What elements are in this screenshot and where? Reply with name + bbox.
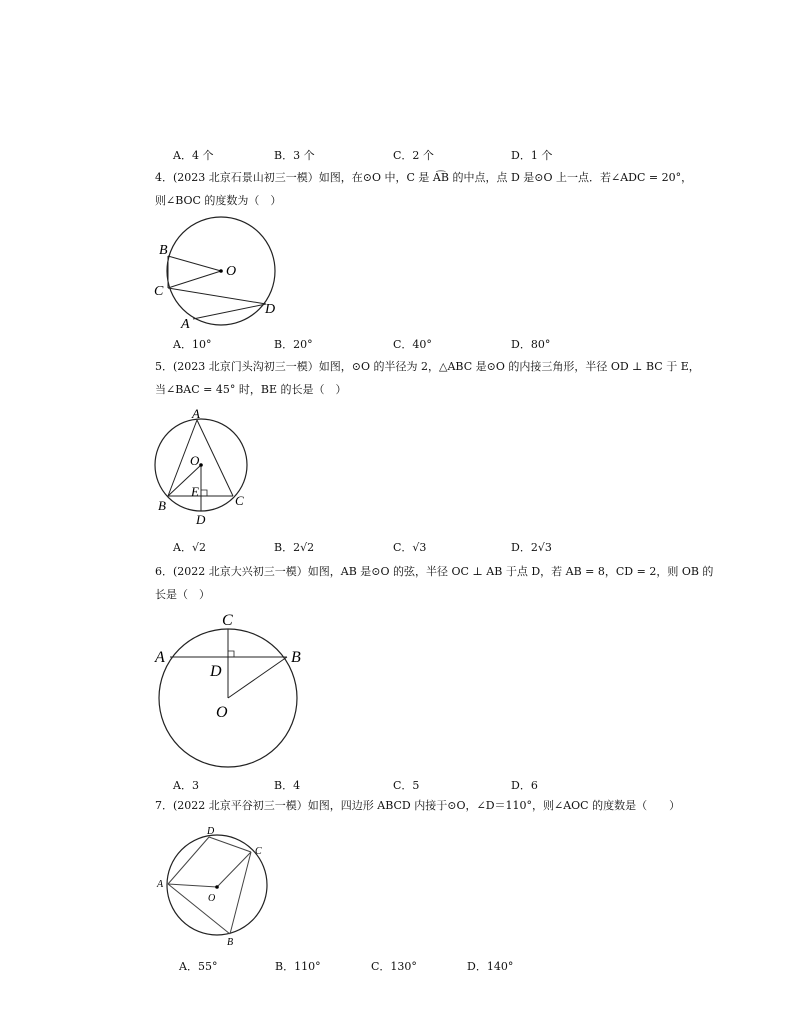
q5-stem-line2: 当∠BAC = 45° 时，BE 的长是（ ） bbox=[155, 383, 347, 396]
q6-label-b: B bbox=[291, 649, 301, 666]
q4-option-d: D．80° bbox=[511, 338, 551, 351]
q6-label-c: C bbox=[222, 612, 233, 629]
q6-stem-line2: 长是（ ） bbox=[155, 588, 210, 601]
q7-label-o: O bbox=[208, 893, 216, 904]
q5-label-a: A bbox=[192, 406, 200, 421]
q4-label-o: O bbox=[226, 264, 237, 279]
q7-option-a: A．55° bbox=[179, 960, 218, 973]
q7-center-dot bbox=[215, 885, 219, 889]
q4-option-a: A．10° bbox=[173, 338, 212, 351]
q6-option-d: D．6 bbox=[511, 779, 538, 792]
q4-stem-line2: 则∠BOC 的度数为（ ） bbox=[155, 194, 282, 207]
q5-option-a: A．√2 bbox=[173, 541, 206, 554]
q5-option-d: D．2√3 bbox=[511, 541, 552, 554]
q4-label-b: B bbox=[159, 243, 168, 258]
q6-label-a: A bbox=[155, 649, 165, 666]
q4-option-b: B．20° bbox=[274, 338, 313, 351]
q4-stem-line1: 4．(2023 北京石景山初三一模）如图，在⊙O 中，C 是 A͡B 的中点，点 D 是⊙O 上一点．若∠ADC = 20°， bbox=[155, 171, 693, 184]
q7-line-dc bbox=[209, 837, 251, 852]
q3-option-d: D．1 个 bbox=[511, 149, 553, 162]
q6-stem-line1: 6．(2022 北京大兴初三一模）如图，AB 是⊙O 的弦，半径 OC ⊥ AB 于点 D，若 AB = 8，CD = 2，则 OB 的 bbox=[155, 565, 714, 578]
q4-label-c: C bbox=[154, 284, 164, 299]
q7-label-c: C bbox=[255, 846, 262, 857]
q7-line-ba bbox=[168, 884, 230, 934]
q3-option-c: C．2 个 bbox=[393, 149, 434, 162]
q5-option-b: B．2√2 bbox=[274, 541, 315, 554]
q5-label-e: E bbox=[191, 484, 199, 499]
q3-option-a: A．4 个 bbox=[173, 149, 214, 162]
q6-option-a: A．3 bbox=[173, 779, 199, 792]
q3-option-b: B．3 个 bbox=[274, 149, 315, 162]
q6-option-c: C．5 bbox=[393, 779, 420, 792]
q5-option-c: C．√3 bbox=[393, 541, 427, 554]
q7-option-d: D．140° bbox=[467, 960, 514, 973]
q7-option-c: C．130° bbox=[371, 960, 417, 973]
q7-option-b: B．110° bbox=[275, 960, 321, 973]
q4-label-d: D bbox=[265, 302, 276, 317]
q5-label-b: B bbox=[158, 498, 166, 513]
q7-label-a: A bbox=[157, 879, 164, 890]
q7-line-cb bbox=[230, 852, 251, 934]
q7-line-oc bbox=[217, 852, 251, 887]
q4-label-a: A bbox=[181, 317, 190, 332]
q7-label-d: D bbox=[207, 826, 215, 837]
q5-stem-line1: 5．(2023 北京门头沟初三一模）如图，⊙O 的半径为 2，△ABC 是⊙O 的内接三角形，半径 OD ⊥ BC 于 E， bbox=[155, 360, 700, 373]
q6-label-d: D bbox=[210, 663, 222, 680]
q5-label-c: C bbox=[235, 493, 244, 508]
q7-label-b: B bbox=[227, 937, 234, 948]
q7-line-ao bbox=[168, 884, 217, 887]
q7-stem-line1: 7．(2022 北京平谷初三一模）如图，四边形 ABCD 内接于⊙O，∠D＝110°，则∠AOC 的度数是（ ） bbox=[155, 799, 681, 812]
q6-option-b: B．4 bbox=[274, 779, 301, 792]
q5-label-d: D bbox=[196, 512, 206, 527]
q5-label-o: O bbox=[190, 453, 200, 468]
q4-option-c: C．40° bbox=[393, 338, 432, 351]
q6-label-o: O bbox=[216, 704, 228, 721]
